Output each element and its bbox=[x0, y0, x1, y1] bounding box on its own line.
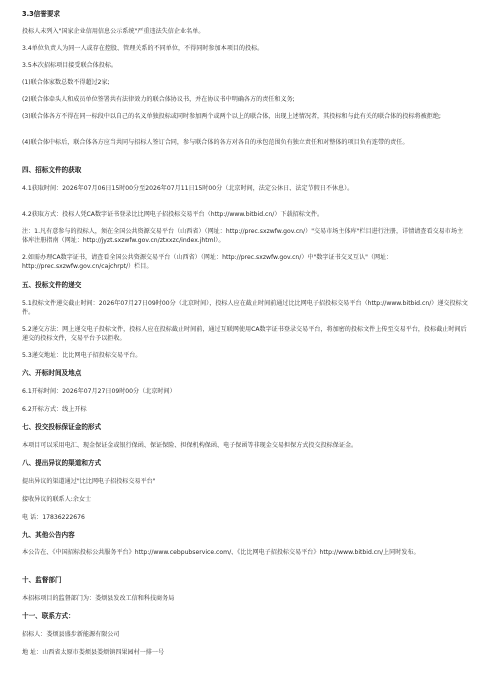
clause-6-1: 6.1开标时间：2026年07月27日09时00分（北京时间） bbox=[22, 388, 176, 395]
clause-8-1: 提出异议的渠道通过"比比网电子招投标交易平台" bbox=[22, 478, 156, 485]
section-5-title: 五、投标文件的递交 bbox=[22, 281, 82, 289]
section-4-title: 四、招标文件的获取 bbox=[22, 166, 82, 174]
clause-4-2: 4.2获取方式：投标人凭CA数字证书登录比比网电子招投标交易平台（http://www.bitbid.cn/）下载招标文件。 bbox=[22, 211, 324, 218]
clause-8-2: 接收异议的联系人:余女士 bbox=[22, 496, 92, 503]
section-11-title: 十一、联系方式： bbox=[22, 612, 75, 620]
clause-7-1: 本项目可以采用电汇、现金保证金或银行保函、保证保险、担保机构保函、电子保函等非现金交易担保方式投交投标保证金。 bbox=[22, 442, 358, 449]
tenderer-address: 地 址：山西省太原市娄烦县娄烦镇四果园村一排一号 bbox=[22, 649, 165, 656]
clause-5-2: 5.2递交方法：网上递交电子投标文件，投标人应在投标截止时间前，通过互联网使用CA数字证书登录交易平台，将加密的投标文件上传至交易平台，投标截止时间后递交的投标文件，交易平台予以拒收。 bbox=[22, 326, 467, 342]
clause-3-5-3: (3)联合体各方不得在同一标段中以自己的名义单独投标或同时参加两个或两个以上的联合体，出现上述情况者，其投标和与此有关的联合体的投标将被拒绝; bbox=[22, 113, 441, 120]
clause-5-1: 5.1投标文件递交截止时间：2026年07月27日09时00分（北京时间），投标人应在截止时间前通过比比网电子招投标交易平台（http://www.bitbid.cn/）递交投标文件。 bbox=[22, 300, 468, 316]
clause-3-5: 3.5本次招标项目接受联合体投标。 bbox=[22, 62, 118, 69]
section-8-title: 八、提出异议的渠道和方式 bbox=[22, 459, 102, 467]
clause-6-2: 6.2开标方式：线上开标 bbox=[22, 406, 87, 413]
clause-3-5-2: (2)联合体牵头人和成员单位签署共有法律效力的联合体协议书，并在协议书中明确各方的责任和义务; bbox=[22, 96, 295, 103]
tenderer-name: 招标人：娄烦县盛步新能源有限公司 bbox=[22, 631, 120, 638]
credit-requirement-text: 投标人未列入"国家企业信用信息公示系统"严重违法失信企业名单。 bbox=[22, 28, 205, 35]
clause-10-1: 本招标项目的监督部门为：娄烦县发改工信和科技商务局 bbox=[22, 595, 175, 602]
clause-3-5-4: (4)联合体中标后，联合体各方应当共同与招标人签订合同，参与联合体的各方对各自的承包范围负有独立责任和对整体的项目负有连带的责任。 bbox=[22, 139, 409, 146]
section-6-title: 六、开标时间及地点 bbox=[22, 369, 82, 377]
section-9-title: 九、其他公告内容 bbox=[22, 531, 75, 539]
clause-4-1: 4.1获取时间：2026年07月06日15时00分至2026年07月11日15时00分（北京时间，法定公休日、法定节假日不休息）。 bbox=[22, 185, 354, 192]
clause-4-2-note-1: 注：1.凡有意参与的投标人，须在全国公共资源交易平台（山西省）（网址：http://prec.sxzwfw.gov.cn/）"交易市场主体库"栏目进行注册，详情请查看交易市场主体库注册指南（网址：http://jyzt.sxzwfw.gov.cn/ztxxzc/index.jhtml）。 bbox=[22, 228, 464, 244]
clause-5-3: 5.3递交地址：比比网电子招投标交易平台。 bbox=[22, 352, 142, 359]
clause-9-1: 本公告在、《中国招标投标公共服务平台》http://www.cebpubservice.com/、《比比网电子招投标交易平台》http://www.bitbid.cn/上同时发布。 bbox=[22, 549, 420, 556]
clause-3-5-1: (1)联合体家数总数不得超过2家; bbox=[22, 79, 110, 86]
section-7-title: 七、投交投标保证金的形式 bbox=[22, 423, 102, 431]
clause-3-4: 3.4单位负责人为同一人或存在控股、管理关系的不同单位，不得同时参加本项目的投标。 bbox=[22, 45, 264, 52]
section-10-title: 十、监督部门 bbox=[22, 576, 62, 584]
section-3-3-title: 3.3信誉要求 bbox=[22, 10, 61, 18]
clause-8-3: 电 话：17836222676 bbox=[22, 514, 85, 521]
clause-4-2-note-2: 2.如需办理CA数字证书，请查看全国公共资源交易平台（山西省）（网址：http://prec.sxzwfw.gov.cn/）中"数字证书交叉互认"（网址：http://prec.sxzwfw.gov.cn/cajchrpt/）栏目。 bbox=[22, 254, 393, 270]
